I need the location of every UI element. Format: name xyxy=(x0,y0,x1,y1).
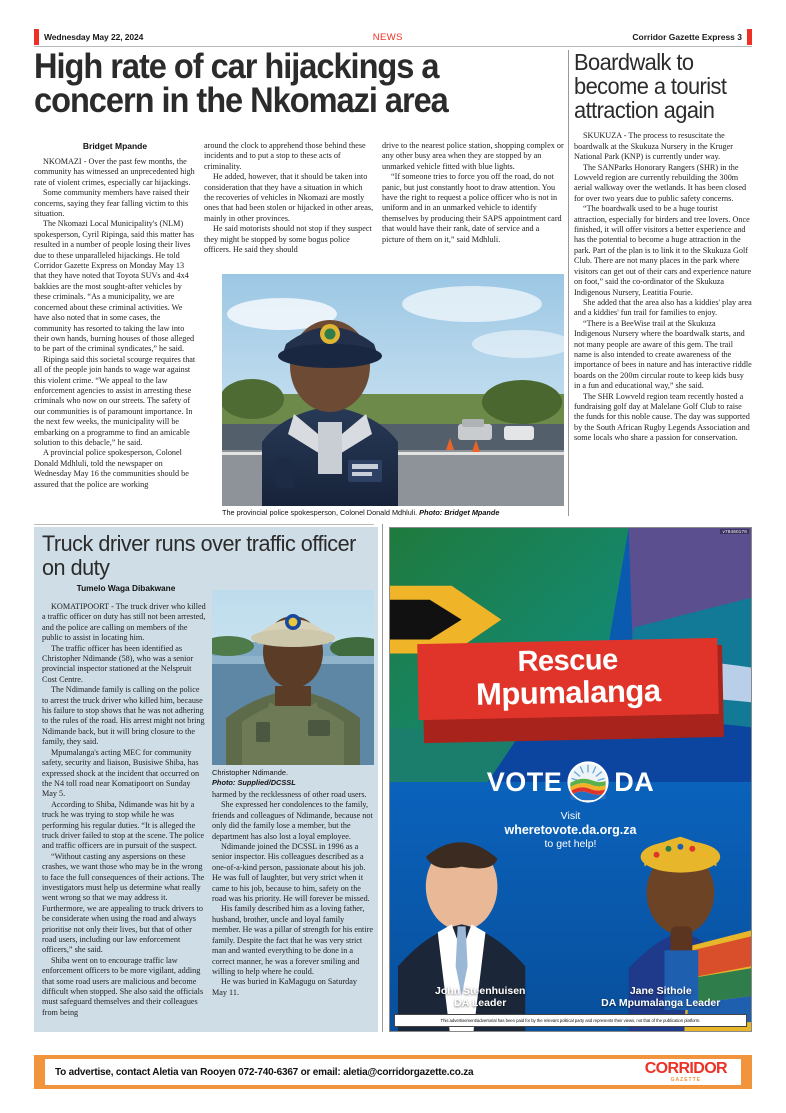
rail-headline: Boardwalk to become a tourist attraction again xyxy=(574,49,727,124)
lead-paragraph: A provincial police spokesperson, Colonel Donald Mdhluli, told the newspaper on Wednesday May 16 the communities should be assured that the police are working xyxy=(34,448,189,489)
lead-paragraph: drive to the nearest police station, shopping complex or any other busy area when they are stopped by an unmarked vehicle fitted with blue lights. xyxy=(382,141,564,171)
masthead xyxy=(34,28,752,46)
lead-photo-caption-text: The provincial police spokesperson, Colonel Donald Mdhluli. xyxy=(222,508,420,517)
second-article-paragraph: KOMATIPOORT - The truck driver who killed a traffic officer on duty has still not been arrested, and the police are calling on members of the public to assist in locating him. xyxy=(42,602,206,643)
advert-person-left-name: John Steenhuisen xyxy=(435,985,526,997)
second-article-column-1 xyxy=(42,602,206,1018)
second-article-paragraph: According to Shiba, Ndimande was hit by a truck he was trying to stop while he was performing his regular duties. “It is alleged the truck driver failed to stop at the scene. The police and traffic officers are in pursuit of the suspect. xyxy=(42,799,205,851)
advert-visit-cta: to get help! xyxy=(544,838,597,850)
lead-paragraph: around the clock to apprehend those behind these incidents and to put a stop to these acts of criminality. xyxy=(204,141,366,171)
second-article-paragraph: Mpumalanga's acting MEC for community safety, security and liaison, Busisiwe Shiba, has expressed shock at the incident that occurred on the N4 toll road near Komatipoort on Sunday May 5. xyxy=(42,747,200,799)
corridor-gazette-logo xyxy=(645,1061,731,1083)
advert-slogan-line-1: Rescue xyxy=(517,643,619,679)
lead-column-1 xyxy=(34,141,204,511)
lead-headline: High rate of car hijackings a concern in the Nkomazi area xyxy=(34,47,448,120)
second-article-paragraph: His family described him as a loving father, husband, brother, uncle and loyal family member. He was a pillar of strength for his entire family. Despite the fact that he was very strict man and wanted everything to be done in a correct manner, he was a forever smiling and willing to help where he could. xyxy=(212,904,373,976)
rail-paragraph: The SANParks Honorary Rangers (SHR) in the Lowveld region are currently rebuilding the 300m aerial walkway over the wetlands. It has been closed for over two years due to public safety concerns. xyxy=(574,162,747,203)
second-article-photo-caption xyxy=(212,768,374,787)
advertise-footer-bar xyxy=(34,1055,752,1089)
lead-paragraph: “If someone tries to force you off the road, do not panic, but just constantly hoot to draw attention. You have the right to request a police officer who is not in uniform and in an unmarked vehicle to identify themselves by producing their SAPS appointment card that would have their rank, date of service and a picture of them on it,” said Mdhluli. xyxy=(382,172,562,244)
advert-vote-word: VOTE xyxy=(486,766,563,797)
lead-paragraph: The Nkomazi Local Municipality's (NLM) spokesperson, Cyril Ripinga, said this matter has resulted in a number of people losing their lives due to these unparalleled hijackings. He told Corridor Gazette Express on Monday May 13 that they have noted that Toyota SUVs and 4x4 bakkies are the most sought-after vehicles by these criminals. “As a municipality, we are concerned about these criminal activities. We have also noted that in some cases, the community has resorted to taking the law into their own hands, burning houses of those alleged to be part of the criminal syndicates,” he said. xyxy=(34,219,195,354)
advert-visit-url[interactable]: wheretovote.da.org.za xyxy=(504,823,637,837)
second-article-paragraph: “Without casting any aspersions on these crashes, we want those who may be in the wrong to face the full consequences of their actions. The investigators must help us determine what really went wrong so that we may address it. Furthermore, we are appealing to truck drivers to be considerate when using the road and always prioritise not only their lives, but that of other road users, including our law enforcement officers,” she said. xyxy=(42,851,205,955)
rail-divider xyxy=(568,50,569,516)
lead-byline: Bridget Mpande xyxy=(82,141,148,151)
traffic-officer-photo-graphic xyxy=(212,590,374,765)
masthead-publication-page: Corridor Gazette Express 3 xyxy=(632,32,743,42)
advert-slogan-box xyxy=(417,638,719,720)
masthead-section-label: NEWS xyxy=(372,31,403,43)
second-article-paragraph: harmed by the recklessness of other road users. xyxy=(212,790,367,799)
advert-person-left xyxy=(390,985,571,1009)
second-article-column-2 xyxy=(212,790,374,998)
advert-code: v78460178 xyxy=(722,529,747,534)
second-article-photo xyxy=(212,590,374,765)
lead-paragraph: Some community members have raised their concerns, saying they fear falling victim to this situation. xyxy=(34,188,190,219)
masthead-red-marker-left xyxy=(34,29,39,45)
da-logo-icon xyxy=(567,761,609,803)
second-article-byline: Tumelo Waga Dibakwane xyxy=(76,583,176,593)
advert-divider xyxy=(382,524,383,1032)
advert-visit-block[interactable] xyxy=(390,810,751,850)
rail-article xyxy=(574,50,752,444)
lead-paragraph: He added, however, that it should be taken into consideration that they have a situation in which the recoveries of vehicles in Nkomazi are mostly ones that had been stolen or hijacked in other areas, mainly in other provinces. xyxy=(204,172,374,223)
rail-paragraph: “There is a BeeWise trail at the Skukuza Indigenous Nursery where the boardwalk starts, and not many people are aware of this gem. The trail name is also intended to create awareness of the importance of bees in nature and has interactive riddle boards on the 200m circular route to keep kids busy in a fun and educational way,” she said. xyxy=(574,318,752,391)
second-article-rule xyxy=(34,524,374,525)
advert-people-names xyxy=(390,985,751,1009)
rail-paragraph: The SHR Lowveld region team recently hosted a fundraising golf day at Malelane Golf Club to raise the funds for this noble cause. The day was supported by the South African Rugby Legends Association and some locals who share a passion for conservation. xyxy=(574,391,750,443)
advert-person-left-title: DA Leader xyxy=(454,997,507,1009)
advert-person-right xyxy=(571,985,752,1009)
lead-photo-caption xyxy=(222,508,564,517)
rail-body xyxy=(574,131,752,443)
second-article-photo-credit: Photo: Supplied/DCSSL xyxy=(212,777,296,787)
lead-paragraph: He said motorists should not stop if they suspect they might be stopped by some bogus police officers. He said they should xyxy=(204,224,372,255)
lead-photo-credit: Photo: Bridget Mpande xyxy=(419,508,500,517)
advert-disclaimer: This advertisement/advertorial has been paid for by the relevant political party and represents their views, not that of the publication platform. xyxy=(394,1014,747,1027)
advert-vote-row xyxy=(390,760,751,804)
rail-paragraph: SKUKUZA - The process to resuscitate the boardwalk at the Skukuza Nursery in the Kruger National Park (KNP) is currently under way. xyxy=(574,131,733,162)
advertise-contact-text: To advertise, contact Aletia van Rooyen 072-740-6367 or email: aletia@corridorgazette.co.za xyxy=(55,1066,474,1078)
corridor-logo-main: CORRIDOR xyxy=(644,1060,727,1077)
second-article-caption-text: Christopher Ndimande. xyxy=(212,768,288,777)
masthead-red-marker-right xyxy=(747,29,752,45)
advert-visit-label: Visit xyxy=(560,810,581,822)
advert-person-right-title: DA Mpumalanga Leader xyxy=(601,997,721,1009)
advert-party-abbr: DA xyxy=(614,766,655,797)
corridor-logo-sub: GAZETTE xyxy=(670,1077,702,1083)
second-article-paragraph: She expressed her condolences to the family, friends and colleagues of Ndimande, because not only did the family lose a member, but the department has also lost a loyal employee. xyxy=(212,800,373,841)
rail-paragraph: She added that the area also has a kiddies' play area and a kiddies' fun trail for families to enjoy. xyxy=(574,297,752,318)
lead-photo xyxy=(222,274,564,506)
advertise-footer-inner xyxy=(45,1059,741,1085)
lead-paragraph: Ripinga said this societal scourge requires that all of the people join hands to wage war against this violent crime. “We appeal to the law enforcement agencies to assist in arresting these criminals who now on our streets. The safety of our communities is of paramount importance. In the next few weeks, the municipality will be embarking on a programme to find an amicable solution to this debacle,” he said. xyxy=(34,354,196,447)
da-advertisement[interactable] xyxy=(389,527,752,1032)
second-article-paragraph: Ndimande joined the DCSSL in 1996 as a senior inspector. His colleagues described as a one-of-a-kind person, passionate about his job. He was full of laughter, but very strict when it came to his job, because to him, safety on the road was his priority. He will forever be missed. xyxy=(212,842,370,904)
second-article-headline: Truck driver runs over traffic officer on duty xyxy=(42,531,356,581)
police-spokesperson-photo-graphic xyxy=(222,274,564,506)
second-article-paragraph: The traffic officer has been identified as Christopher Ndimande (58), who was a senior provincial inspector stationed at the Nelspruit Cost Centre. xyxy=(42,643,194,684)
advert-slogan-line-2: Mpumalanga xyxy=(475,673,661,712)
second-article-paragraph: Shiba went on to encourage traffic law enforcement officers to be more vigilant, adding that some road users are malicious and become difficult when stopped. She also said the officials must safeguard themselves and their colleagues from being xyxy=(42,955,204,1017)
lead-paragraph: NKOMAZI - Over the past few months, the community has witnessed an unprecedented high rate of violent crimes, especially car hijackings. xyxy=(34,157,195,187)
advert-person-right-name: Jane Sithole xyxy=(629,985,692,997)
second-article-paragraph: He was buried in KaMagugu on Saturday May 11. xyxy=(212,977,357,997)
rail-paragraph: “The boardwalk used to be a huge tourist attraction, especially for birders and tree lovers. Once finished, it will offer visitors a better experience and has the potential to become a huge attraction in the park. Part of the plan is to link it to the Skukuza Golf Club. There are not many places in the park where visitors can get out of their cars and experience nature on foot,” said the co-ordinator of the Skukuza Indigenous Nursery, Leatitia Fourie. xyxy=(574,204,752,297)
masthead-date: Wednesday May 22, 2024 xyxy=(44,32,144,42)
second-article-paragraph: The Ndimande family is calling on the police to arrest the truck driver who killed him, because his failure to stop shows that he was not adhering to the rules of the road. His arrest might not bring Ndimande back, but it will bring closure to the family, they said. xyxy=(42,685,205,747)
advert-slogan-banner xyxy=(418,641,718,717)
